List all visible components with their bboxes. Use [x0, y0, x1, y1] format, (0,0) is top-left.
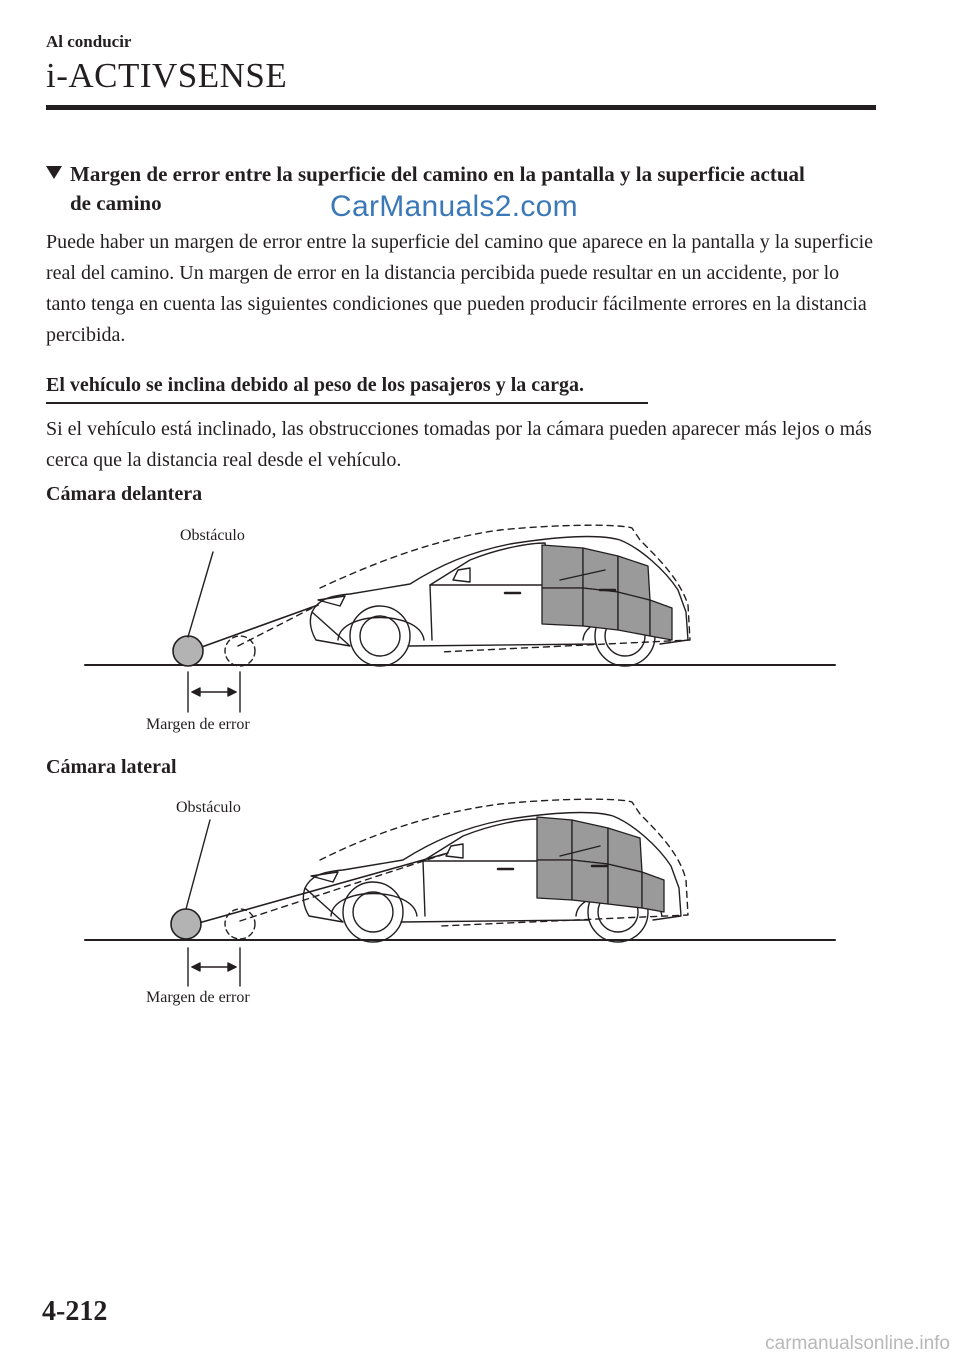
- subheading: El vehículo se inclina debido al peso de los pasajeros y la carga.: [46, 374, 584, 396]
- obstacle-label: Obstáculo: [176, 799, 241, 816]
- front-wheel: [343, 882, 403, 942]
- page-title: i-ACTIVSENSE: [46, 56, 288, 95]
- body-paragraph: Si el vehículo está inclinado, las obstrucciones tomadas por la cámara pueden aparecer más lejos o más cerca que la distancia real desde el vehículo.: [46, 418, 872, 471]
- cargo-grid: [537, 817, 664, 912]
- page-number: 4-212: [42, 1296, 108, 1327]
- title-rule: [46, 105, 876, 110]
- cargo-grid: [542, 545, 672, 640]
- side-mirror: [446, 844, 463, 858]
- obstacle-label: Obstáculo: [180, 527, 245, 544]
- side-camera-diagram: [0, 790, 960, 1015]
- footer-watermark[interactable]: carmanualsonline.info: [765, 1333, 950, 1354]
- obstacle-actual: [173, 636, 203, 666]
- obstacle-apparent: [225, 636, 255, 666]
- front-wheel: [350, 606, 410, 666]
- front-camera-diagram: [0, 515, 960, 745]
- door-line: [423, 861, 425, 916]
- section-label: Al conducir: [46, 32, 132, 51]
- obstacle-leader: [188, 552, 213, 637]
- error-margin-label: Margen de error: [146, 989, 250, 1006]
- triangle-bullet-icon: [46, 166, 62, 179]
- subheading-underline: [46, 402, 648, 404]
- door-line: [430, 585, 432, 640]
- camera-line: [188, 853, 448, 926]
- obstacle-actual: [171, 909, 201, 939]
- obstacle-apparent: [225, 909, 255, 939]
- figure-caption-side: Cámara lateral: [46, 756, 177, 778]
- heading-line-1: Margen de error entre la superficie del camino en la pantalla y la superficie actual: [70, 162, 805, 186]
- heading-line-2: de camino: [70, 191, 162, 215]
- error-margin-label: Margen de error: [146, 716, 250, 733]
- watermark-link[interactable]: CarManuals2.com: [330, 190, 578, 223]
- obstacle-leader: [186, 820, 210, 909]
- figure-caption-front: Cámara delantera: [46, 483, 203, 505]
- intro-paragraph: Puede haber un margen de error entre la superficie del camino que aparece en la pantalla y la superficie real del camino. Un margen de error en la distancia percibida puede resultar en un accidente, por lo tanto tenga en cuenta las siguientes condiciones que pueden producir fácilmente errores en la distancia percibida.: [46, 231, 874, 346]
- side-mirror: [453, 568, 470, 582]
- camera-line: [188, 605, 318, 652]
- apparent-line: [240, 853, 448, 921]
